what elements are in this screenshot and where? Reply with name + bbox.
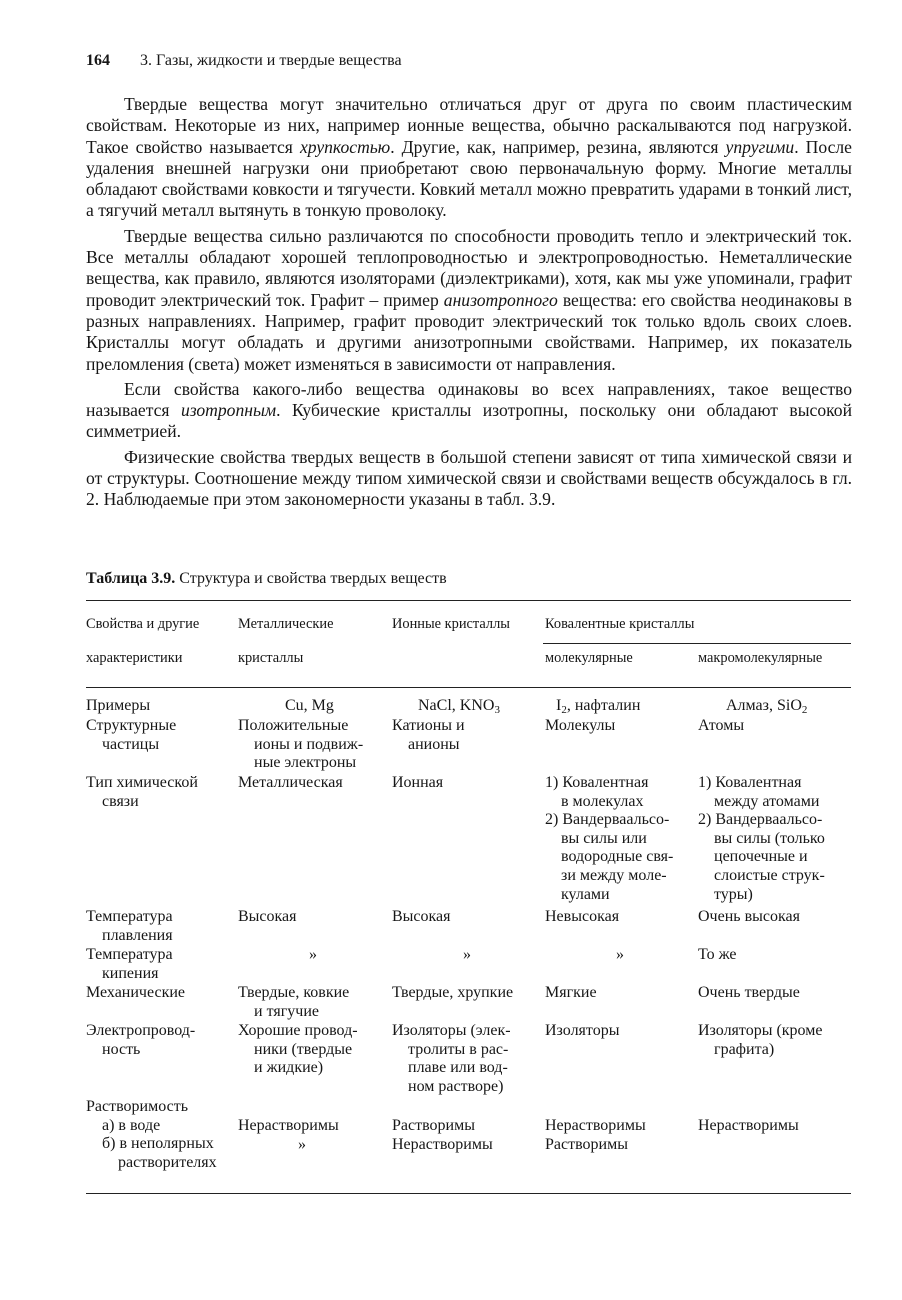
- cell-line: в молекулах: [561, 792, 644, 810]
- cell-molecular-particles: Молекулы: [545, 717, 616, 734]
- term-brittleness: хрупкостью: [299, 136, 391, 157]
- term-isotropic: изотропным: [180, 400, 277, 421]
- term-anisotropic: анизотропного: [443, 289, 558, 310]
- cell-metallic-boiling: »: [309, 946, 317, 963]
- cell-line: 2) Вандерваальсо-: [698, 811, 823, 829]
- text-run: вещества: его свойства неодинаковы в разных направлениях. Например, графит проводит электрический ток только вдоль своих слоев. Кристаллы могут обладать и другими анизотропными свойствами. Например, их показатель преломления (света) может изменяться в зависимости от направления.: [86, 289, 852, 374]
- cell-macro-mechanical: Очень твердые: [698, 984, 800, 1001]
- cell-molecular-examples: [556, 697, 640, 716]
- cell-line: анионы: [408, 735, 460, 753]
- cell-molecular-conductivity: Изоляторы: [545, 1022, 620, 1039]
- cell-line: тролиты в рас-: [408, 1040, 509, 1058]
- term-elastic: упругими: [725, 136, 795, 157]
- cell-line: и жидкие): [254, 1059, 324, 1077]
- cell-macro-solubility-water: Нерастворимы: [698, 1117, 799, 1134]
- cell-metallic-bond: Металлическая: [238, 774, 343, 791]
- cell-metallic-melting: Высокая: [238, 908, 297, 925]
- label-line: Электропровод-: [86, 1022, 196, 1039]
- cell-line: зи между моле-: [561, 866, 667, 884]
- label-line: Температура: [86, 946, 173, 963]
- cell-line: вы силы (только: [714, 829, 825, 847]
- header-covalent: Ковалентные кристаллы: [545, 616, 695, 632]
- text-run: . После удаления внешней нагрузки они приобретают свою первоначальную форму. Многие металлы обладают свойствами ковкости и тягучести. Ковкий металл можно превратить ударами в тонкий лист, а тягучий металл вытянуть в тонкую проволоку.: [86, 136, 852, 221]
- cell-line: цепочечные и: [714, 848, 808, 866]
- cell-ionic-boiling: »: [463, 946, 471, 963]
- cell-macro-melting: Очень высокая: [698, 908, 800, 925]
- cell-macro-bond: [698, 774, 825, 904]
- formula-text: NaCl, KNO: [418, 697, 495, 714]
- header-metallic-2: кристаллы: [238, 650, 304, 666]
- cell-macro-conductivity: [698, 1022, 822, 1059]
- text-run: . Другие, как, например, резина, являются: [390, 136, 726, 157]
- header-ionic: Ионные кристаллы: [392, 616, 510, 632]
- label-line: Растворимость: [86, 1098, 189, 1115]
- label-line: Температура: [86, 908, 173, 925]
- label-line: связи: [102, 792, 139, 810]
- cell-metallic-examples: Cu, Mg: [285, 697, 334, 714]
- cell-line: ные электроны: [254, 754, 357, 772]
- table-caption: [86, 570, 447, 588]
- cell-macro-boiling: То же: [698, 946, 737, 963]
- formula-text: I: [556, 697, 562, 714]
- row-label-bond: [86, 774, 198, 811]
- text-run: Твердые вещества могут значительно отличаться друг от друга по своим пластическим свойствам. Некоторые из них, например ионные вещества, обычно раскалываются под нагрузкой. Такое свойство называется: [86, 94, 852, 157]
- cell-line: между атомами: [714, 792, 820, 810]
- cell-ionic-examples: [418, 697, 500, 716]
- table-header-rule: [86, 687, 851, 688]
- paragraph-conductivity: [86, 226, 852, 375]
- cell-line: и тягучие: [254, 1002, 319, 1020]
- page-number: 164: [86, 52, 110, 69]
- chapter-title: 3. Газы, жидкости и твердые вещества: [140, 52, 402, 69]
- cell-ionic-conductivity: [392, 1022, 511, 1096]
- cell-ionic-mechanical: Твердые, хрупкие: [392, 984, 514, 1001]
- cell-ionic-solubility-nonpolar: Нерастворимы: [392, 1136, 493, 1153]
- row-label-conductivity: [86, 1022, 195, 1059]
- paragraph-isotropy: [86, 379, 852, 443]
- text-run: Если свойства какого-либо вещества одинаковы во всех направлениях, такое вещество называется: [86, 378, 852, 421]
- label-line: частицы: [102, 735, 160, 753]
- paragraph-plasticity: [86, 94, 852, 222]
- header-properties-2: характеристики: [86, 650, 183, 666]
- cell-line: Хорошие провод-: [238, 1022, 358, 1039]
- cell-line: ионы и подвиж-: [254, 735, 364, 753]
- cell-line: 1) Ковалентная: [698, 774, 802, 791]
- cell-line: туры): [714, 885, 753, 903]
- cell-macro-particles: Атомы: [698, 717, 745, 734]
- label-line: а) в воде: [102, 1116, 161, 1134]
- cell-molecular-mechanical: Мягкие: [545, 984, 597, 1001]
- row-label-particles: [86, 717, 176, 754]
- cell-metallic-solubility-water: Нерастворимы: [238, 1117, 339, 1134]
- header-molecular: молекулярные: [545, 650, 633, 666]
- cell-metallic-conductivity: [238, 1022, 358, 1078]
- cell-molecular-solubility-nonpolar: Растворимы: [545, 1136, 628, 1153]
- row-label-boiling: [86, 946, 173, 983]
- table-title: Структура и свойства твердых веществ: [179, 570, 447, 587]
- table-bottom-rule: [86, 1193, 851, 1194]
- cell-line: графита): [714, 1040, 775, 1058]
- cell-line: слоистые струк-: [714, 866, 825, 884]
- cell-line: Катионы и: [392, 717, 465, 734]
- label-line: кипения: [102, 964, 159, 982]
- cell-line: вы силы или: [561, 829, 647, 847]
- row-label-examples: Примеры: [86, 697, 151, 714]
- row-label-melting: [86, 908, 173, 945]
- running-head: [86, 52, 402, 70]
- label-line: ность: [102, 1040, 141, 1058]
- cell-line: кулами: [561, 885, 610, 903]
- formula-text: Алмаз, SiO: [726, 697, 802, 714]
- cell-line: плаве или вод-: [408, 1059, 508, 1077]
- cell-molecular-solubility-water: Нерастворимы: [545, 1117, 646, 1134]
- row-label-mechanical: Механические: [86, 984, 186, 1001]
- cell-ionic-solubility-water: Растворимы: [392, 1117, 475, 1134]
- label-line: плавления: [102, 926, 173, 944]
- cell-line: ном растворе): [408, 1077, 504, 1095]
- cell-line: Изоляторы (элек-: [392, 1022, 511, 1039]
- cell-macro-examples: [726, 697, 807, 716]
- text-run: Твердые вещества сильно различаются по способности проводить тепло и электрический ток. Все металлы обладают хорошей теплопроводностью и электропроводностью. Неметаллические вещества, как правило, являются изоляторами (диэлектриками), хотя, как мы уже упоминали, графит проводит электрический ток. Графит – пример: [86, 225, 852, 310]
- text-run: . Кубические кристаллы изотропны, поскольку они обладают высокой симметрией.: [86, 400, 852, 442]
- cell-line: 1) Ковалентная: [545, 774, 649, 791]
- body-text: [86, 94, 852, 515]
- table-top-rule: [86, 600, 851, 601]
- header-macromolecular: макромолекулярные: [698, 650, 823, 666]
- cell-molecular-boiling: »: [616, 946, 624, 963]
- cell-ionic-melting: Высокая: [392, 908, 451, 925]
- row-label-solubility: [86, 1098, 217, 1172]
- cell-line: Положительные: [238, 717, 349, 734]
- cell-molecular-melting: Невысокая: [545, 908, 620, 925]
- label-line: растворителях: [118, 1153, 217, 1171]
- header-metallic: Металлические: [238, 616, 334, 632]
- table-label: Таблица 3.9.: [86, 570, 176, 587]
- cell-metallic-particles: [238, 717, 363, 773]
- cell-line: 2) Вандерваальсо-: [545, 811, 670, 829]
- cell-line: ники (твердые: [254, 1040, 353, 1058]
- cell-line: Изоляторы (кроме: [698, 1022, 823, 1039]
- header-properties: Свойства и другие: [86, 616, 200, 632]
- cell-molecular-bond: [545, 774, 673, 904]
- formula-subscript: 2: [561, 704, 567, 716]
- covalent-subheader-rule: [543, 643, 851, 644]
- cell-line: водородные свя-: [561, 848, 674, 866]
- cell-metallic-solubility-nonpolar: »: [298, 1136, 306, 1153]
- formula-subscript: 2: [801, 704, 808, 716]
- paragraph-structure: Физические свойства твердых веществ в большой степени зависят от типа химической связи и от структуры. Соотношение между типом химической связи и свойствами веществ обсуждалось в гл. 2. Наблюдаемые при этом закономерности указаны в табл. 3.9.: [86, 446, 852, 510]
- label-line: Тип химической: [86, 774, 198, 791]
- formula-text: , нафталин: [566, 697, 641, 714]
- cell-ionic-particles: [392, 717, 465, 754]
- cell-metallic-mechanical: [238, 984, 349, 1021]
- cell-ionic-bond: Ионная: [392, 774, 444, 791]
- label-line: б) в неполярных: [102, 1135, 214, 1153]
- formula-subscript: 3: [494, 704, 500, 716]
- cell-line: Твердые, ковкие: [238, 984, 350, 1001]
- label-line: Структурные: [86, 717, 177, 734]
